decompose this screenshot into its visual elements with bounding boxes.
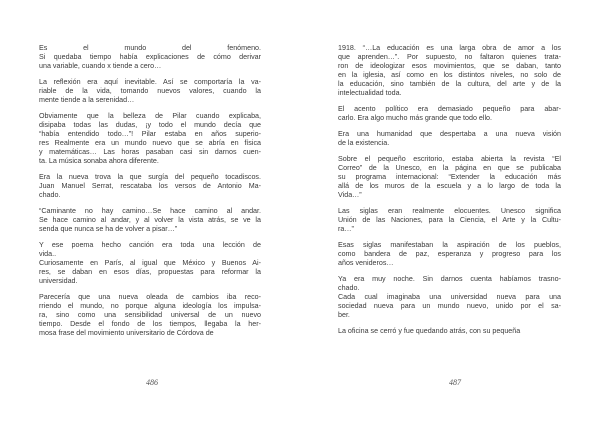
text-line: Obviamente que la belleza de Pilar cuando explicaba, bbox=[39, 112, 261, 120]
text-line: El acento político era demasiado pequeño para abar- bbox=[338, 105, 561, 113]
text-line: Parecería que una nueva oleada de cambios iba reco- bbox=[39, 293, 261, 301]
text-line: Se hace camino al andar, y al volver la vista atrás, se ve la bbox=[39, 216, 261, 224]
right-page bbox=[300, 0, 600, 425]
text-line: Si quedaba tiempo había explicaciones de cómo derivar bbox=[39, 53, 261, 61]
paragraph bbox=[39, 78, 261, 105]
text-line: rriendo el mundo, no porque alguna ideología los impulsa- bbox=[39, 302, 261, 310]
text-line: años venideros… bbox=[338, 259, 394, 267]
text-line: intelectualidad toda. bbox=[338, 89, 402, 97]
text-line: res, se daban en esos días, propuestas para reformar la bbox=[39, 268, 261, 276]
text-line: ra…” bbox=[338, 225, 354, 233]
paragraph bbox=[338, 130, 561, 148]
text-line: tiempo. Desde el fondo de los tiempos, llegaba la her- bbox=[39, 320, 261, 328]
text-line: ra, sino como una sensibilidad universal de un nuevo bbox=[39, 311, 261, 319]
text-line: Esas siglas manifestaban la aspiración de los pueblos, bbox=[338, 241, 561, 249]
paragraph bbox=[39, 112, 261, 166]
paragraph bbox=[39, 173, 261, 200]
text-line: ber. bbox=[338, 311, 350, 319]
text-line: mosa frase del movimiento universitario de Córdova de bbox=[39, 329, 214, 337]
text-line: universidad. bbox=[39, 277, 78, 285]
text-line: riable de la vida, tomando nuevos valores, cuando la bbox=[39, 87, 261, 95]
text-line: disipaba todas las dudas, ¡y todo el mundo decía que bbox=[39, 121, 261, 129]
paragraph bbox=[39, 259, 261, 286]
page-number: 486 bbox=[146, 378, 158, 387]
text-line: vida.. bbox=[39, 250, 57, 258]
text-line: la educación, sino también de la cultura, del arte y de la bbox=[338, 80, 561, 88]
text-line: Curiosamente en París, al igual que México y Buenos Ai- bbox=[39, 259, 261, 267]
text-line: Unión de las Naciones, para la Ciencia, el Arte y la Cultu- bbox=[338, 216, 561, 224]
text-line: chado. bbox=[39, 191, 61, 199]
text-line: Vida…” bbox=[338, 191, 362, 199]
paragraph bbox=[338, 44, 561, 98]
text-line: una variable, cuando x tiende a cero… bbox=[39, 62, 162, 70]
paragraph bbox=[39, 44, 261, 71]
paragraph bbox=[338, 241, 561, 268]
text-line: Era una humanidad que despertaba a una nueva visión bbox=[338, 130, 561, 138]
left-text-column bbox=[39, 44, 261, 345]
text-line: que aprenden…”. Por supuesto, no faltaron quienes trata- bbox=[338, 53, 561, 61]
paragraph bbox=[338, 275, 561, 293]
text-line: ta. La música sonaba ahora diferente. bbox=[39, 157, 159, 165]
text-line: allá de los muros de la escuela y a lo largo de toda la bbox=[338, 182, 561, 190]
text-line: su programa internacional: “Extender la educación más bbox=[338, 173, 561, 181]
text-line: La reflexión era aquí inevitable. Así se comportaría la va- bbox=[39, 78, 261, 86]
text-line: Correo” de la Unesco, en la página en que se publicaba bbox=[338, 164, 561, 172]
paragraph bbox=[39, 207, 261, 234]
text-line: Era la nueva trova la que surgía del pequeño tocadiscos. bbox=[39, 173, 261, 181]
text-line: “Caminante no hay camino…Se hace camino al andar. bbox=[39, 207, 261, 215]
text-line: ron de ideologizar esos movimientos, que se daban, tanto bbox=[338, 62, 561, 70]
paragraph bbox=[338, 207, 561, 234]
text-line: La oficina se cerró y fue quedando atrás, con su pequeña bbox=[338, 327, 521, 335]
text-line: en la iglesia, así como en los distintos niveles, no solo de bbox=[338, 71, 561, 79]
text-line: Juan Manuel Serrat, rescataba los versos de Antonio Ma- bbox=[39, 182, 261, 190]
paragraph bbox=[39, 241, 261, 259]
text-line: chado. bbox=[338, 284, 360, 292]
text-line: mente tiende a la serenidad… bbox=[39, 96, 135, 104]
paragraph bbox=[338, 155, 561, 200]
text-line: y matemáticas… Las horas pasaban casi sin darnos cuen- bbox=[39, 148, 261, 156]
paragraph bbox=[39, 293, 261, 338]
text-line: Sobre el pequeño escritorio, estaba abierta la revista “El bbox=[338, 155, 561, 163]
text-line: Cada cual imaginaba una universidad nueva para una bbox=[338, 293, 561, 301]
text-line: senda que nunca se ha de volver a pisar…” bbox=[39, 225, 178, 233]
text-line: Es el mundo del fenómeno. bbox=[39, 44, 261, 52]
paragraph bbox=[338, 293, 561, 320]
text-line: carlo. Era algo mucho más grande que todo ello. bbox=[338, 114, 493, 122]
text-line: 1918. “…La educación es una larga obra de amor a los bbox=[338, 44, 561, 52]
text-line: Y ese poema hecho canción era toda una lección de bbox=[39, 241, 261, 249]
right-text-column bbox=[338, 44, 561, 343]
paragraph bbox=[338, 105, 561, 123]
page-number: 487 bbox=[449, 378, 461, 387]
text-line: Las siglas eran realmente elocuentes. Unesco significa bbox=[338, 207, 561, 215]
paragraph bbox=[338, 327, 561, 336]
text-line: de la existencia. bbox=[338, 139, 390, 147]
text-line: “había entendido todo…”! Pilar estaba en años superio- bbox=[39, 130, 261, 138]
text-line: res Realmente era un mundo nuevo que se abría en física bbox=[39, 139, 261, 147]
text-line: sociedad nueva para un mundo nuevo, unido por el sa- bbox=[338, 302, 561, 310]
text-line: Ya era muy noche. Sin darnos cuenta habíamos trasno- bbox=[338, 275, 561, 283]
text-line: como bandera de paz, esperanza y progreso para los bbox=[338, 250, 561, 258]
